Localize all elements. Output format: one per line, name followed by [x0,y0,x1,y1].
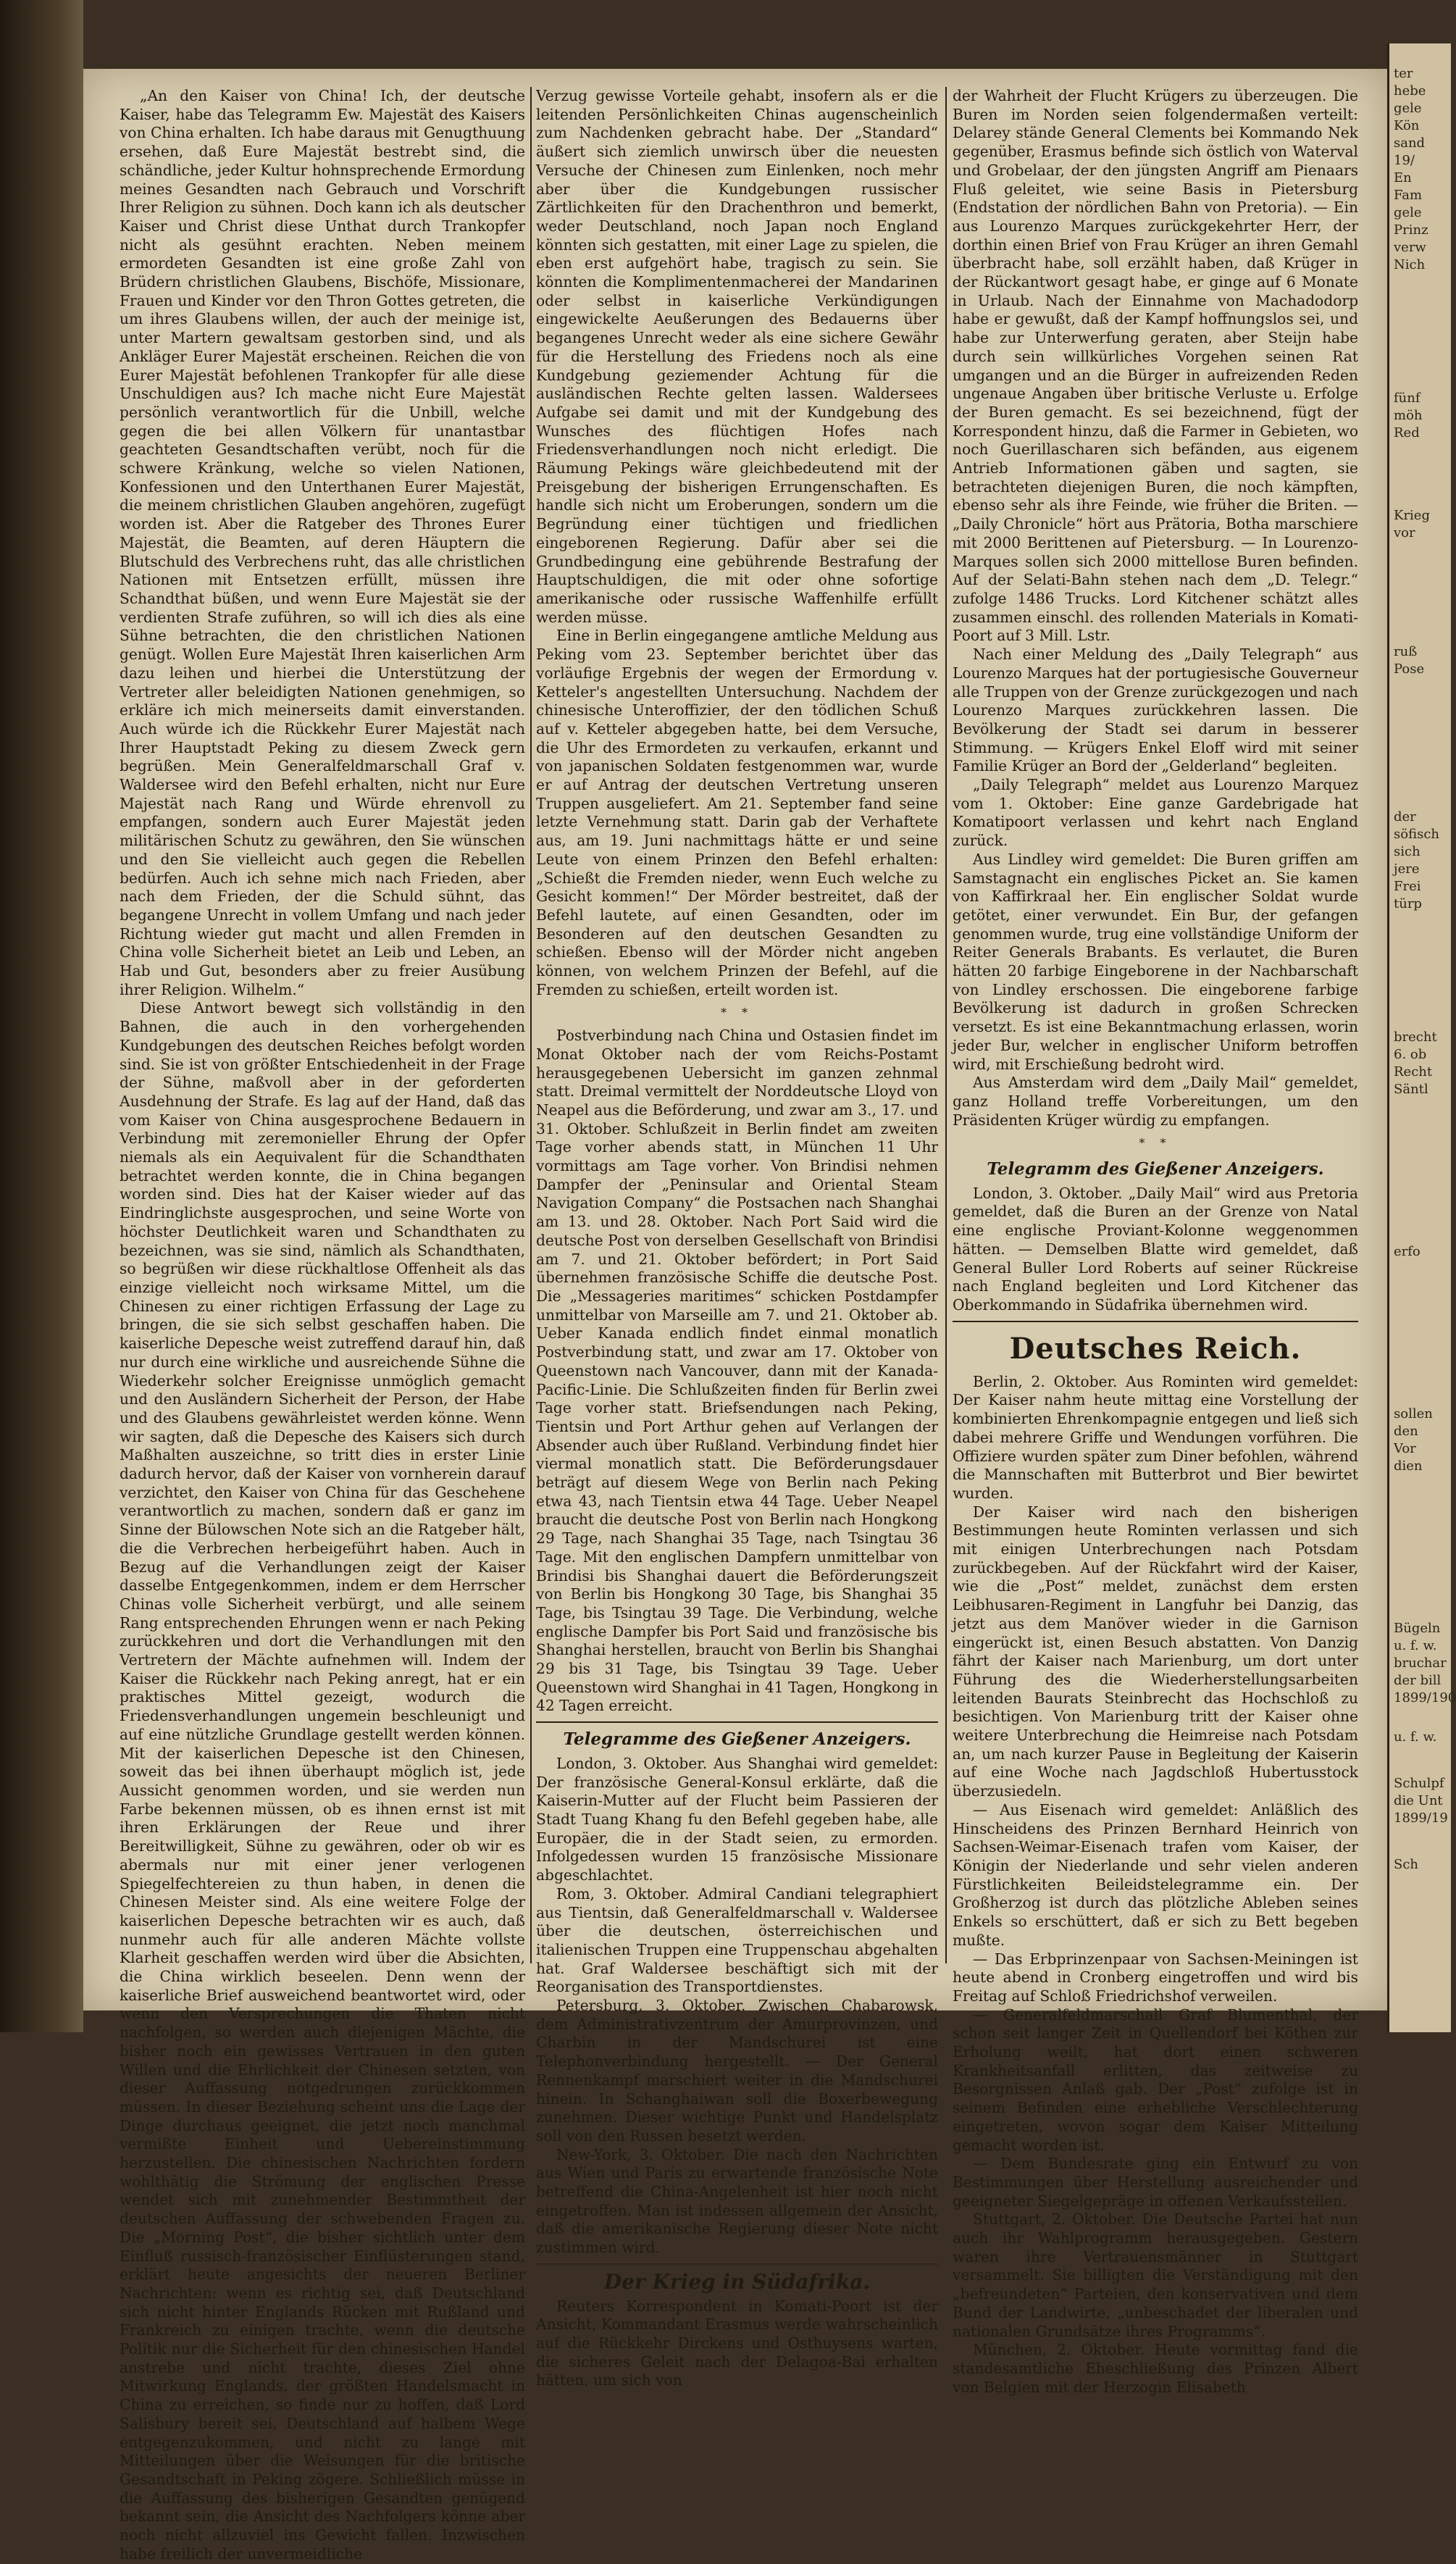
section-divider [536,2263,938,2266]
strip-text-fragment: erfo [1394,1244,1421,1259]
strip-text-fragment: Schulpf [1394,1776,1444,1791]
reich-paragraph: Berlin, 2. Oktober. Aus Rominten wird gemeldet: Der Kaiser nahm heute mittag eine Vorstellung der kombinierten Ehrenkompagnie entgegen und ließ sich dabei mehrere Griffe und Wendungen vorführen. Die Offiziere wurden später zum Diner befohlen, während die Mannschaften mit Butterbrot und Bier bewirtet wurden. [953,1372,1358,1502]
deutsches-reich-heading: Deutsches Reich. [1009,1331,1302,1366]
war-heading: Der Krieg in Südafrika. [603,2269,871,2294]
strip-text-fragment: u. f. w. [1394,1638,1437,1653]
war-paragraph: Aus Amsterdam wird dem „Daily Mail“ gemeldet, ganz Holland treffe Vorbereitungen, um den Präsidenten Krüger würdig zu empfangen. [953,1074,1358,1129]
strip-text-fragment: der bill [1394,1673,1442,1688]
strip-text-fragment: u. f. w. [1394,1729,1437,1745]
berlin-report: Eine in Berlin eingegangene amtliche Meldung aus Peking vom 23. September berichtet über das vorläufige Ergebnis der wegen der Ermordung v. Ketteler's angestellten Untersuchung. Nachdem der chinesische Unteroffizier, der den tödlichen Schuß auf v. Ketteler abgegeben hatte, bei dem Versuche, die Uhr des Ermordeten zu verkaufen, erkannt und von japanischen Soldaten festgenommen war, wurde er auf Antrag der deutschen Vertretung unseren Truppen ausgeliefert. Am 21. September fand seine letzte Vernehmung statt. Darin gab der Verhaftete aus, am 19. Juni nachmittags hätte er und seine Leute von einem Prinzen den Befehl erhalten: „Schießt die Fremden nieder, wenn Euch welche zu Gesicht kommen!“ Der Mörder bestreitet, daß der Befehl lautete, auf einen Gesandten, oder im Besonderen auf den deutschen Gesandten zu schießen. Ebenso will der Mörder nicht angeben können, von welchem Prinzen der Befehl, auf die Fremden zu schießen, erteilt worden ist. [536,627,938,998]
strip-text-fragment: Prinz [1394,222,1428,238]
war-paragraph: Nach einer Meldung des „Daily Telegraph“ aus Lourenzo Marques hat der portugiesische Gouverneur alle Truppen von der Grenze zurückgezogen und nach Lourenzo Marques zurückkehren lassen. Die Bevölkerung der Stadt sei darum in besserer Stimmung. — Krügers Enkel Eloff wird mit seiner Familie Krüger an Bord der „Gelderland“ begleiten. [953,646,1358,775]
strip-text-fragment: Fam [1394,188,1423,203]
commentary-paragraph: Diese Antwort bewegt sich vollständig in den Bahnen, die auch in den vorhergehenden Kundgebungen des deutschen Reiches befolgt worden sind. Sie ist von größter Entschiedenheit in der Frage der Sühne, maßvoll aber in der geforderten Ausdehnung der Strafe. Es lag auf der Hand, daß das vom Kaiser von China ausgesprochene Bedauern in Verbindung mit zeremonieller Ehrung der Opfer niemals als ein Aequivalent für die Schandthaten betrachtet werden konnte, die in China begangen worden sind. Dies hat der Kaiser wieder auf das Eindringlichste ausgesprochen, und seine Worte von höchster Deutlichkeit waren und Schandthaten zu bezeichnen, was sie sind, nämlich als Schandthaten, so begrüßen wir diese rückhaltlose Offenheit als das einzige vielleicht noch wirksame Mittel, um die Chinesen zu einer richtigen Erfassung der Lage zu bringen, die sie sich selbst geschaffen haben. Die kaiserliche Depesche weist zutreffend darauf hin, daß nur durch eine wirkliche und ausreichende Sühne die Wiederkehr solcher Ereignisse unmöglich gemacht und den Ausländern Sicherheit der Person, der Habe und des Glaubens gewährleistet werden könne. Wenn wir sagten, daß die Depesche des Kaisers sich durch Maßhalten auszeichne, so tritt dies in erster Linie dadurch hervor, daß der Kaiser von vornherein darauf verzichtet, den Kaiser von China für das Geschehene verantwortlich zu machen, sondern daß er ganz im Sinne der Bülowschen Note sich an die Ratgeber hält, die die Verbrechen herbeigeführt haben. Auch in Bezug auf die Verhandlungen zeigt der Kaiser dasselbe Entgegenkommen, indem er dem Herrscher Chinas volle Sicherheit verbürgt, und alle seinem Rang entsprechenden Ehrungen wenn er nach Peking zurückkehren und dort die Verhandlungen mit den Vertretern der Mächte aufnehmen will. Indem der Kaiser die Rückkehr nach Peking anregt, hat er ein praktisches Mittel gezeigt, wodurch die Friedensverhandlungen ungemein beschleunigt und auf eine nützliche Grundlage gestellt werden können. Mit der kaiserlichen Depesche ist den Chinesen, soweit das bei ihnen überhaupt möglich ist, jede Aussicht genommen worden, und sie werden nun Farbe bekennen müssen, ob es ihnen ernst ist mit ihren Erklärungen der Reue und ihrer Bereitwilligkeit, Sühne zu gewähren, oder ob wir es abermals nur mit einer jener verlogenen Spiegelfechtereien zu thun haben, in denen die Chinesen Meister sind. Als eine weitere Folge der kaiserlichen Depesche betrachten wir es auch, daß nunmehr auch für alle anderen Mächte vollste Klarheit geschaffen werden wird über die Absichten, die China wirklich beseelen. Denn wenn der kaiserliche Brief ausweichend beantwortet wird, oder wenn den Versprechungen die Thaten nicht nachfolgen, so werden auch diejenigen Mächte, die bisher noch ein gewisses Vertrauen in den guten Willen und die Ehrlichkeit der Chinesen setzten, von dieser Auffassung notgedrungen zurückkommen müssen. In dieser Beziehung scheint uns die Lage der Dinge durchaus geeignet, die jetzt noch manchmal vermißte Einheit und Uebereinstimmung herzustellen. Die chinesischen Nachrichten fordern wohlthätig die Strömung der englischen Presse wendet sich mit zunehmender Bestimmtheit der deutschen Auffassung der schwebenden Fragen zu. Die „Morning Post“, die bisher sichtlich unter dem Einfluß russisch-französischer Einflüsterungen stand, erklärt heute angesichts der neueren Berliner Nachrichten: wenn es richtig sei, daß Deutschland sich nicht hinter Englands Rücken mit Rußland und Frankreich zu einigen trachte, wenn die deutsche Politik nur die Sicherheit für den chinesischen Handel anstrebe und nicht trachte, dieses Ziel ohne Mitwirkung Englands, der größten Handelsmacht in China zu erreichen, so finde nur zu hoffen, daß Lord Salisbury bereit sei, Deutschland auf halbem Wege entgegenzukommen, und nicht zu lange mit Mitteilungen über die Weisungen für die britische Gesandtschaft in Peking zögere. Schließlich müsse in die Auffassung des bisherigen Gesandten genügend bekannt sein, die Ansicht des Nachfolgers könne aber noch nicht allzuviel ins Gewicht fallen. Inzwischen habe freilich der unvermeidliche [120,999,525,2563]
telegram-heading: Telegramm des Gießener Anzeigers. [987,1159,1324,1179]
telegram-heading: Telegramme des Gießener Anzeigers. [563,1729,911,1750]
section-divider [536,1721,938,1723]
war-article-continued: der Wahrheit der Flucht Krügers zu überzeugen. Die Buren im Norden seien folgendermaßen verteilt: Delarey stände General Clements bei Kommando Nek gegenüber, Erasmus befinde sich östlich von Waterval und Grobelaar, der den jüngsten Angriff am Pienaars Fluß geleitet, wie seine Basis in Pietersburg (Endstation der nördlichen Bahn von Pretoria). — Ein aus Lourenzo Marques zurückgekehrter Herr, der dorthin einen Brief von Frau Krüger an ihren Gemahl überbracht habe, soll erzählt haben, daß Krüger in der Rückantwort gesagt habe, er ginge auf 6 Monate in Urlaub. Nach der Einnahme von Machadodorp habe er gewußt, daß der Kampf hoffnungslos sei, und habe zur Unterwerfung geraten, aber Steijn habe durch sein willkürliches Vorgehen seinen Rat umgangen und an die Bürger in aufreizenden Reden ungenaue Angaben über britische Verluste u. Erfolge der Buren gemacht. Es sei bezeichnend, fügt der Korrespondent hinzu, daß die Farmer in Gebieten, wo noch Guerillascharen sich befänden, aus eigenem Antrieb Informationen gäben und sagten, sie betrachteten diejenigen Buren, die noch kämpften, ebenso sehr als ihre Feinde, wie früher die Briten. — „Daily Chronicle“ hört aus Prätoria, Botha marschiere mit 2000 Berittenen auf Pietersburg. — In Lourenzo-Marques sollen sich 2000 mittellose Buren befinden. Auf der Selati-Bahn stehen nach dem „D. Telegr.“ zufolge 1486 Trucks. Lord Kitchener schätzt alles zusammen einschl. des rollenden Materials in Komati-Poort auf 3 Mill. Lstr. [953,87,1358,645]
strip-text-fragment: brecht [1394,1030,1437,1045]
reich-paragraph: — Aus Eisenach wird gemeldet: Anläßlich des Hinscheidens des Prinzen Bernhard Heinrich von Sachsen-Weimar-Eisenach trafen vom Kaiser, der Königin der Niederlande und sehr vielen anderen Fürstlichkeiten Beileidstelegramme ein. Der Großherzog ist durch das plötzliche Ableben seines Enkels so erschüttert, daß er sich zu Bett begeben mußte. [953,1800,1358,1949]
war-article-start: Reuters Korrespondent in Komati-Poort ist der Ansicht, Kommandant Erasmus werde wahrscheinlich auf die Rückkehr Dirckens und Osthuysens warten, die sicheres Geleit nach der Delagoa-Bai erhalten hätten, um sich von [536,2297,938,2389]
post-connection-article: Postverbindung nach China und Ostasien findet im Monat Oktober nach der vom Reichs-Postamt herausgegebenen Uebersicht im ganzen zehnmal statt. Dreimal vermittelt der Norddeutsche Lloyd von Neapel aus die Beförderung, und zwar am 3., 17. und 31. Oktober. Schlußzeit in Berlin findet am zweiten Tage vorher abends statt, in München 11 Uhr vormittags am Tage vorher. Von Brindisi nehmen Dampfer der „Peninsular and Oriental Steam Navigation Company“ die Postsachen nach Shanghai am 13. und 28. Oktober. Nach Port Said wird die deutsche Post von derselben Gesellschaft von Brindisi am 7. und 21. Oktober befördert; in Port Said übernehmen französische Schiffe die deutsche Post. Die „Messageries maritimes“ schicken Postdampfer unmittelbar von Marseille am 7. und 21. Oktober ab. Ueber Kanada endlich findet einmal monatlich Postverbindung statt, und zwar am 17. Oktober von Queenstown nach Vancouver, dann mit der Kanada-Pacific-Linie. Die Schlußzeiten finden für Berlin zwei Tage vorher statt. Briefsendungen nach Peking, Tientsin und Port Arthur gehen auf Verlangen der Absender auch über Rußland. Verbindung findet hier viermal monatlich statt. Die Beförderungsdauer beträgt auf diesem Wege von Berlin nach Peking etwa 43, nach Tientsin etwa 44 Tage. Ueber Neapel braucht die deutsche Post von Berlin nach Hongkong 29 Tage, nach Shanghai 35 Tage, nach Tsingtau 36 Tage. Mit den englischen Dampfern unmittelbar von Brindisi bis Shanghai dauert die Beförderungszeit von Berlin bis Hongkong 30 Tage, bis Shanghai 35 Tage, bis Tsingtau 39 Tage. Die Verbindung, welche englische Dampfer bis Port Said und französische bis Shanghai herstellen, braucht von Berlin bis Shanghai 29 bis 31 Tage, bis Tsingtau 39 Tage. Ueber Queenstown wird Shanghai in 41 Tagen, Hongkong in 42 Tagen erreicht. [536,1027,938,1715]
column2-intro: Verzug gewisse Vorteile gehabt, insofern als er die leitenden Persönlichkeiten Chinas augenscheinlich zum Nachdenken gebracht habe. Der „Standard“ äußert sich ziemlich unwirsch über die neuesten Versuche der Chinesen zum Einlenken, noch mehr aber über die Kundgebungen russischer Zärtlichkeiten für den Drachenthron und bemerkt, weder Deutschland, noch Japan noch England könnten sich gestatten, mit einer Lage zu spielen, die eben erst aufgehört habe, tragisch zu sein. Sie könnten die Komplimentenmacherei der Mandarinen oder selbst in kaiserliche Verkündigungen eingewickelte Aeußerungen des Bedauerns über begangenes Unrecht weder als eine sichere Gewähr für die Herstellung des Friedens noch als eine Kundgebung geziemender Achtung für die ausländischen Rechte gelten lassen. Waldersees Aufgabe sei damit und mit der Kundgebung des Wunsches des flüchtigen Hofes nach Friedensverhandlungen noch nicht erledigt. Die Räumung Pekings wäre gleichbedeutend mit der Preisgebung der bisherigen Errungenschaften. Es handle sich nicht um Eroberungen, sondern um die Begründung einer tüchtigen und friedlichen eingeborenen Regierung. Dafür aber sei die Grundbedingung eine gebührende Bestrafung der Hauptschuldigen, die mit oder ohne sofortige amerikanische oder russische Waffenhilfe erfüllt werden müsse. [536,87,938,626]
reich-paragraph: — Generalfeldmarschall Graf Blumenthal, der schon seit langer Zeit in Quellendorf bei Köthen zur Erholung weilt, hat dort einen schweren Krankheitsanfall erlitten, das zeitweise zu Besorgnissen Anlaß gab. Der „Post“ zufolge ist in seinem Befinden eine erhebliche Verschlechterung eingetreten, wovon sogar dem Kaiser Mitteilung gemacht worden ist. [953,2005,1358,2154]
strip-text-fragment: dien [1394,1458,1423,1474]
strip-text-fragment: bruchar [1394,1655,1447,1671]
column-rule-1 [530,87,532,1963]
telegram-london: London, 3. Oktober. „Daily Mail“ wird aus Pretoria gemeldet, daß die Buren an der Grenze von Natal eine englische Proviant-Kolonne weggenommen hätten. — Demselben Blatte wird gemeldet, daß General Buller Lord Roberts auf seiner Rückreise nach England begleiten und Lord Kitchener das Oberkommando in Südafrika übernehmen wird. [953,1184,1358,1314]
reich-paragraph: — Dem Bundesrate ging ein Entwurf zu von Bestimmungen über Herstellung ausreichender und geeigneter Siegelgepräge in offenen Verkaufsstellen. [953,2155,1358,2210]
strip-text-fragment: sich [1394,844,1421,859]
strip-text-fragment: ter [1394,66,1413,81]
column-rule-2 [945,87,947,1963]
reich-paragraph: München, 2. Oktober. Heute vormittag fand die standesamtliche Eheschließung des Prinzen Albert von Belgien mit der Herzogin Elisabeth [953,2341,1358,2396]
strip-text-fragment: Krieg [1394,508,1430,523]
strip-text-fragment: fünf [1394,391,1421,406]
strip-text-fragment: söfisch [1394,827,1439,842]
strip-text-fragment: ruß [1394,644,1418,659]
adjacent-page-strip [1387,43,1456,2032]
column-3 [953,87,1358,2396]
asterism-separator: * * [1139,1136,1172,1151]
telegram-london: London, 3. Oktober. Aus Shanghai wird gemeldet: Der französische General-Konsul erklärte, daß die Kaiserin-Mutter auf der Flucht beim Passieren der Stadt Tuang Khang fu den Befehl gegeben habe, alle Europäer, die in der Stadt seien, zu ermorden. Infolgedessen wurden 15 französische Missionare abgeschlachtet. [536,1754,938,1884]
strip-text-fragment: 1899/190 [1394,1690,1456,1705]
strip-text-fragment: Kön [1394,118,1420,133]
column-2 [536,87,938,2389]
strip-text-fragment: gele [1394,101,1422,116]
war-paragraph: Aus Lindley wird gemeldet: Die Buren griffen am Samstagnacht ein englisches Picket an. Sie kamen von Kaffirkraal her. Ein englischer Soldat wurde getötet, einer verwundet. Ein Bur, der gefangen genommen wurde, trug eine vollständige Uniform der Reiter Generals Brabants. Es verlautet, die Buren hätten 20 farbige Eingeborene in der Nachbarschaft von Lindley erschossen. Die eingeborene farbige Bevölkerung ist dadurch in großen Schrecken versetzt. Es ist eine Bekanntmachung erlassen, worin jeder Bur, welcher in englischer Uniform betroffen wird, mit Erschießung bedroht wird. [953,850,1358,1073]
war-paragraph: „Daily Telegraph“ meldet aus Lourenzo Marquez vom 1. Oktober: Eine ganze Gardebrigade hat Komatipoort verlassen und kehrt nach England zurück. [953,776,1358,850]
strip-text-fragment: 1899/19 [1394,1811,1448,1826]
strip-text-fragment: jere [1394,861,1420,877]
strip-text-fragment: Bügeln [1394,1621,1441,1636]
strip-text-fragment: den [1394,1424,1418,1439]
strip-text-fragment: türp [1394,896,1422,911]
strip-text-fragment: die Unt [1394,1793,1443,1808]
strip-text-fragment: hebe [1394,83,1426,99]
telegram-rom: Rom, 3. Oktober. Admiral Candiani telegraphiert aus Tientsin, daß Generalfeldmarschall v. Waldersee über die deutschen, österreichischen und italienischen Truppen eine Truppenschau abgehalten hat. Graf Waldersee beschäftigt sich mit der Reorganisation des Transportdienstes. [536,1884,938,1996]
section-divider [953,1321,1358,1322]
strip-text-fragment: Sch [1394,1857,1419,1872]
strip-text-fragment: Vor [1394,1441,1416,1456]
strip-text-fragment: sollen [1394,1406,1433,1421]
strip-text-fragment: der [1394,809,1416,824]
kaiser-letter-paragraph: „An den Kaiser von China! Ich, der deutsche Kaiser, habe das Telegramm Ew. Majestät des Kaisers von China erhalten. Ich habe daraus mit Genugthuung ersehen, daß Eure Majestät bestrebt sind, die schändliche, jeder Kultur hohnsprechende Ermordung meines Gesandten nach Gebrauch und Vorschrift Ihrer Religion zu sühnen. Doch kann ich als deutscher Kaiser und Christ diese Unthat durch Trankopfer nicht als gesühnt erachten. Neben meinem ermordeten Gesandten ist eine große Zahl von Brüdern christlichen Glaubens, Bischöfe, Missionare, Frauen und Kinder vor den Thron Gottes getreten, die um ihres Glaubens willen, der auch der meinige ist, unter Martern gewaltsam gestorben sind, und als Ankläger Eurer Majestät erscheinen. Reichen die von Eurer Majestät befohlenen Trankopfer für alle diese Unschuldigen aus? Ich mache nicht Eure Majestät persönlich verantwortlich für die Unbill, welche gegen die bei allen Völkern für unantastbar geachteten Gesandtschaften verübt, noch für die schwere Kränkung, welche so vielen Nationen, Konfessionen und den Unterthanen Eurer Majestät, die meinem christlichen Glauben angehören, zugefügt worden ist. Aber die Ratgeber des Thrones Eurer Majestät, die Beamten, auf deren Häuptern die Blutschuld des Verbrechens ruht, das alle christlichen Nationen mit Entsetzen erfüllt, müssen ihre Schandthat büßen, und wenn Eure Majestät sie der verdienten Strafe zuführen, so will ich dies als eine Sühne betrachten, die den christlichen Nationen genügt. Wollen Eure Majestät Ihren kaiserlichen Arm dazu leihen und hierbei die Unterstützung der Vertreter aller beleidigten Nationen genehmigen, so erkläre ich mich meinerseits damit einverstanden. Auch würde ich die Rückkehr Eurer Majestät nach Ihrer Hauptstadt Peking zu diesem Zweck gern begrüßen. Mein Generalfeldmarschall Graf v. Waldersee wird den Befehl erhalten, nicht nur Eure Majestät nach Rang und Würde ehrenvoll zu empfangen, sondern auch Eurer Majestät jeden militärischen Schutz zu gewähren, den Sie wünschen und den Sie vielleicht auch gegen die Rebellen bedürfen. Auch ich sehne mich nach Frieden, aber nach dem Frieden, der die Schuld sühnt, das begangene Unrecht in vollem Umfang und nach jeder Richtung wieder gut macht und allen Fremden in China volle Sicherheit bietet an Leib und Leben, an Hab und Gut, besonders aber zu freier Ausübung ihrer Religion. Wilhelm.“ [120,87,525,998]
binding-shadow [0,0,83,2032]
column-1 [120,87,525,2563]
strip-text-fragment: Säntl [1394,1082,1428,1097]
reich-paragraph: — Das Erbprinzenpaar von Sachsen-Meiningen ist heute abend in Cronberg eingetroffen und wird bis Freitag auf Schloß Friedrichshof verweilen. [953,1950,1358,2005]
reich-paragraph: Der Kaiser wird nach den bisherigen Bestimmungen heute Rominten verlassen und sich mit einigen Unterbrechungen nach Potsdam zurückbegeben. Auf der Rückfahrt wird der Kaiser, wie die „Post“ meldet, zunächst dem ersten Leibhusaren-Regiment in Langfuhr bei Danzig, das jetzt aus dem Manöver wieder in die Garnison eingerückt ist, einen Besuch abstatten. Von Danzig fährt der Kaiser nach Marienburg, um dort unter Führung des die Wiederherstellungsarbeiten leitenden Baurats Steinbrecht das Hochschloß zu besichtigen. Von Marienburg tritt der Kaiser ohne weitere Unterbrechung die Heimreise nach Potsdam an, um nach kurzer Pause in Begleitung der Kaiserin auf eine Woche nach Jagdschloß Hubertusstock überzusiedeln. [953,1503,1358,1800]
strip-text-fragment: sand [1394,135,1426,151]
strip-text-fragment: möh [1394,408,1423,423]
asterism-separator: * * [720,1006,754,1020]
strip-text-fragment: gele [1394,205,1422,220]
strip-text-fragment: Frei [1394,879,1421,894]
strip-text-fragment: 6. ob [1394,1047,1427,1062]
reich-paragraph: Stuttgart, 2. Oktober. Die Deutsche Partei hat nun auch ihr Wahlprogramm herausgegeben. Gestern waren ihre Vertrauensmänner in Stuttgart versammelt. Sie billigten die Verständigung mit den „befreundeten“ Parteien, den konservativen und dem Bund der Landwirte, „unbeschadet der liberalen und nationalen Grundsätze ihres Programms“. [953,2210,1358,2340]
strip-text-fragment: En [1394,170,1412,185]
strip-text-fragment: verw [1394,240,1426,255]
strip-text-fragment: Pose [1394,661,1425,677]
strip-text-fragment: Red [1394,425,1420,440]
strip-text-fragment: vor [1394,525,1415,540]
strip-text-fragment: 19/ [1394,153,1415,168]
telegram-petersburg: Petersburg, 3. Oktober. Zwischen Chabarowsk, dem Administrativzentrum der Amurprovinzen, und Charbin in der Mandschurei ist eine Telephonverbindung hergestellt. — Der General Rennenkampf marschiert weiter in die Mandschurei hinein. In Schanghaiwan soll die Boxerbewegung zunehmen. Dieser wichtige Punkt und Handelsplatz soll von den Russen besetzt werden. [536,1997,938,2145]
strip-text-fragment: Recht [1394,1064,1433,1080]
strip-text-fragment: Nich [1394,257,1426,272]
telegram-newyork: New-York, 3. Oktober. Die nach den Nachrichten aus Wien und Paris zu erwartende französische Note betreffend die China-Angelenheit ist hier noch nicht eingetroffen. Man ist indessen allgemein der Ansicht, daß die amerikanische Regierung dieser Note nicht zustimmen wird. [536,2145,938,2257]
